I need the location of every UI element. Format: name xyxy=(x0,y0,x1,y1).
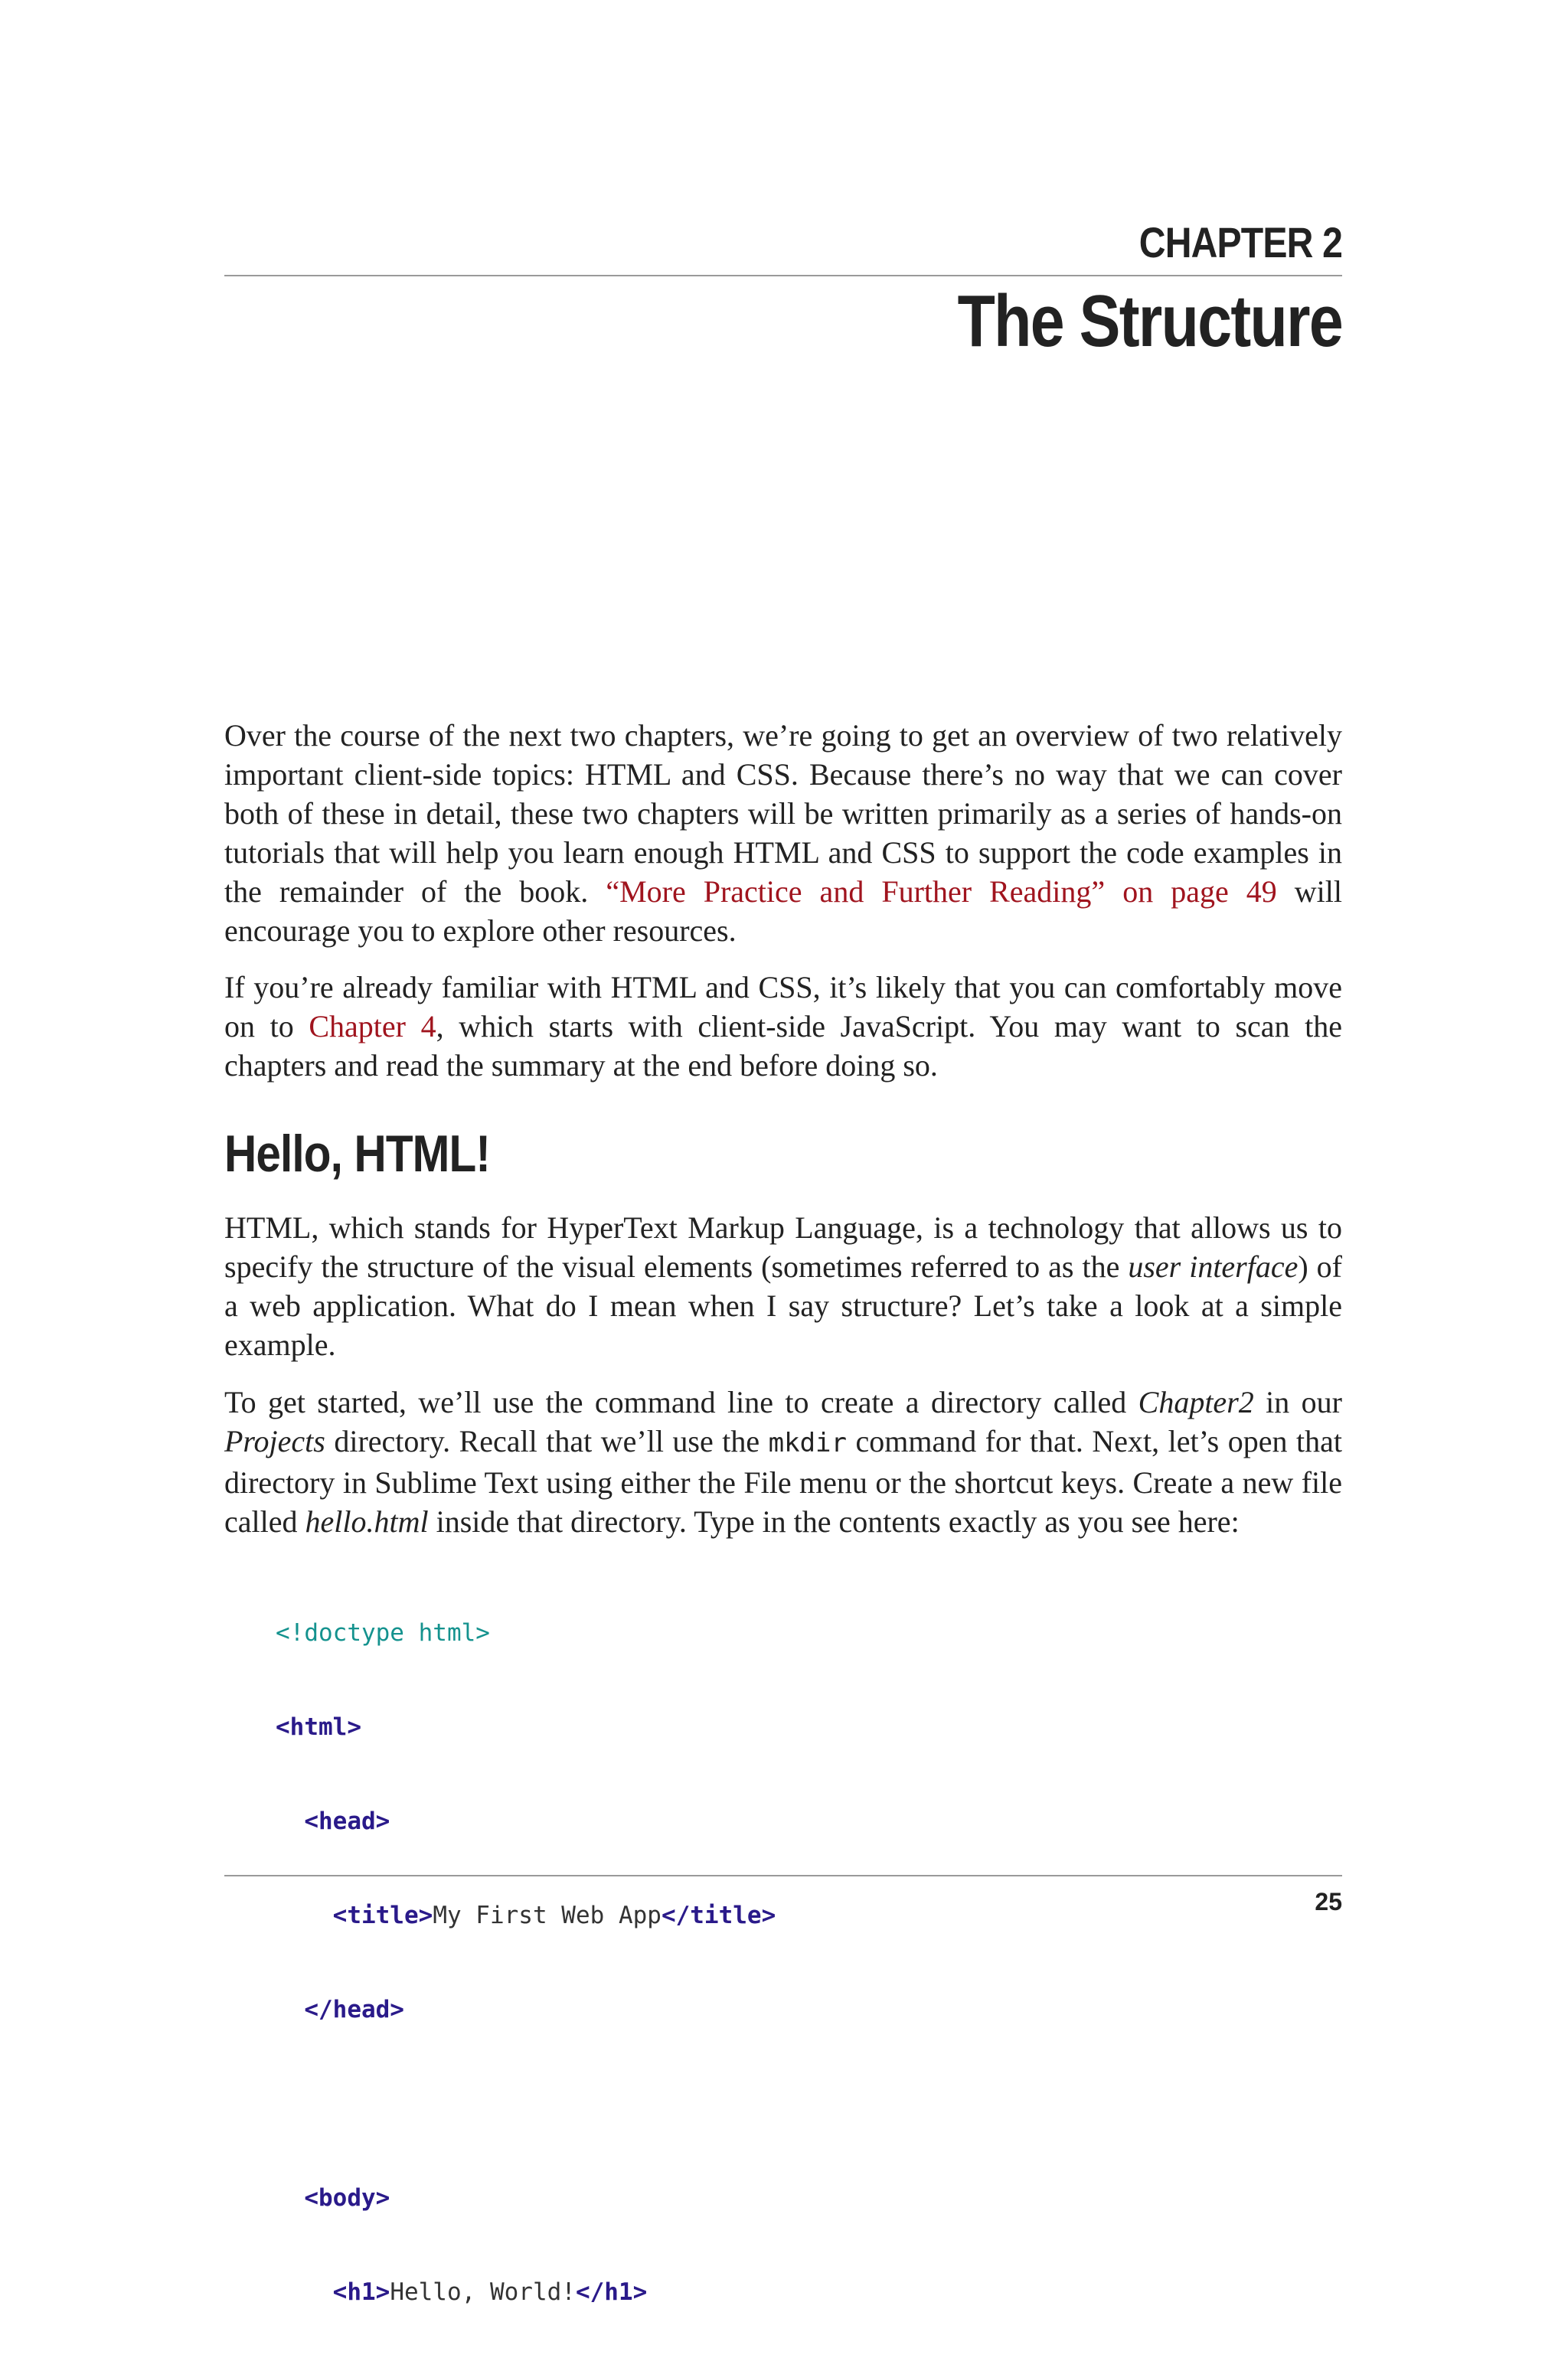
section-paragraph-1 xyxy=(224,1208,1342,1364)
code-h1-open: <h1> xyxy=(332,2278,390,2306)
code-head-close: </head> xyxy=(304,1996,404,2023)
code-title-text: My First Web App xyxy=(433,1902,662,1929)
projects-dirname: Projects xyxy=(224,1424,325,1458)
chapter-title: The Structure xyxy=(957,280,1342,362)
section-p2-text-c: directory. Recall that we’ll use the xyxy=(325,1424,769,1458)
intro-p2-text-a: If you’re already familiar with HTML and CSS, it’s likely that you can comfortably move on to xyxy=(224,970,1342,1043)
code-head-open: <head> xyxy=(304,1808,390,1835)
code-line-2 xyxy=(276,1712,776,1743)
mkdir-inline-code: mkdir xyxy=(768,1428,847,1458)
page-number: 25 xyxy=(1315,1888,1342,1915)
code-doctype: <!doctype html> xyxy=(276,1619,490,1647)
intro-p1-text-a: Over the course of the next two chapters, we’re going to get an overview of two relatively important client-side topics: HTML and CSS. Because there’s no way that we can cover both of these in detail, these two chapters will be written primarily as a series of hands-on tutorials that will help you learn enough HTML and CSS to support the code examples in the remainder of the book. xyxy=(224,718,1342,909)
intro-paragraph-1 xyxy=(224,716,1342,950)
chapter2-dirname: Chapter2 xyxy=(1138,1385,1254,1419)
section-heading: Hello, HTML! xyxy=(224,1125,491,1183)
code-body-open: <body> xyxy=(304,2184,390,2212)
footer-divider xyxy=(224,1875,1342,1876)
code-title-close: </title> xyxy=(661,1902,776,1929)
code-listing xyxy=(276,1555,776,2371)
chapter-4-link[interactable]: Chapter 4 xyxy=(309,1009,436,1043)
section-p2-text-e: inside that directory. Type in the contents exactly as you see here: xyxy=(428,1504,1240,1539)
section-p1-emphasis: user interface xyxy=(1128,1249,1298,1284)
code-line-1 xyxy=(276,1618,776,1649)
hello-html-filename: hello.html xyxy=(305,1504,429,1539)
section-p2-text-d: command for that. Next, let’s open that directory in Sublime Text using either the File menu or the shortcut keys. Create a new file called xyxy=(224,1424,1342,1539)
code-indent xyxy=(276,1808,304,1835)
intro-paragraph-2 xyxy=(224,968,1342,1085)
more-practice-link[interactable]: “More Practice and Further Reading” on page 49 xyxy=(606,874,1277,909)
code-h1-text: Hello, World! xyxy=(390,2278,576,2306)
code-line-7 xyxy=(276,2183,776,2214)
code-line-5 xyxy=(276,1994,776,2026)
code-indent xyxy=(276,2184,304,2212)
code-line-6-blank xyxy=(276,2089,776,2120)
intro-p1-text-b: will encourage you to explore other resources. xyxy=(224,874,1342,948)
code-indent xyxy=(276,2278,333,2306)
section-paragraph-2 xyxy=(224,1383,1342,1541)
section-p1-text-a: HTML, which stands for HyperText Markup Language, is a technology that allows us to specify the structure of the visual elements (sometimes referred to as the xyxy=(224,1210,1342,1284)
section-p2-text-b: in our xyxy=(1253,1385,1343,1419)
intro-p2-text-b: , which starts with client-side JavaScript. You may want to scan the chapters and read the summary at the end before doing so. xyxy=(224,1009,1342,1083)
chapter-label: CHAPTER 2 xyxy=(1138,218,1342,266)
code-line-3 xyxy=(276,1806,776,1837)
code-html-open: <html> xyxy=(276,1713,361,1741)
code-indent xyxy=(276,1996,304,2023)
code-title-open: <title> xyxy=(332,1902,433,1929)
section-p1-text-b: ) of a web application. What do I mean when I say structure? Let’s take a look at a simple example. xyxy=(224,1249,1343,1362)
code-line-8 xyxy=(276,2277,776,2308)
code-h1-close: </h1> xyxy=(575,2278,648,2306)
chapter-divider xyxy=(224,275,1342,276)
section-p2-text-a: To get started, we’ll use the command line to create a directory called xyxy=(224,1385,1138,1419)
